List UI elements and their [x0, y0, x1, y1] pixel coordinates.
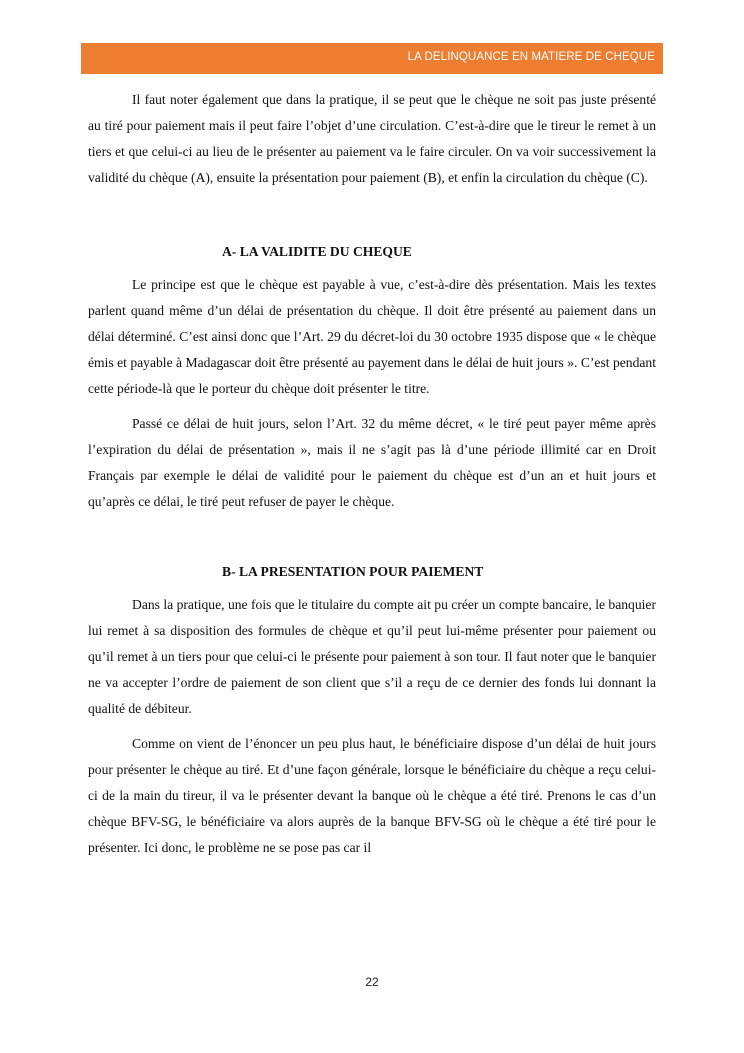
page-number: 22 [365, 975, 379, 989]
section-b-heading: B- LA PRESENTATION POUR PAIEMENT [222, 564, 484, 579]
running-header-title: LA DELINQUANCE EN MATIERE DE CHEQUE [407, 51, 655, 63]
intro-paragraph: Il faut noter également que dans la pratique, il se peut que le chèque ne soit pas juste présenté au tiré pour paiement mais il peut faire l’objet d’une circulation. C’est-à-dire que le tireur le remet à un tiers et que celui-ci au lieu de le présenter au paiement va le faire circuler. On va voir successivement la validité du chèque (A), ensuite la présentation pour paiement (B), et enfin la circulation du chèque (C). [88, 92, 656, 185]
section-a-paragraph: Passé ce délai de huit jours, selon l’Art. 32 du même décret, « le tiré peut payer même après l’expiration du délai de présentation », mais il ne s’agit pas là d’une période illimité car en Droit Français par exemple le délai de validité pour le paiement du chèque est d’un an et huit jours et qu’après ce délai, le tiré peut refuser de payer le chèque. [88, 416, 656, 509]
section-a-paragraph: Le principe est que le chèque est payable à vue, c’est-à-dire dès présentation. Mais les textes parlent quand même d’un délai de présentation du chèque. Il doit être présenté au paiement dans un délai déterminé. C’est ainsi donc que l’Art. 29 du décret-loi du 30 octobre 1935 dispose que « le chèque émis et payable à Madagascar doit être présenté au payement dans le délai de huit jours ». C’est pendant cette période-là que le porteur du chèque doit présenter le titre. [88, 277, 656, 396]
section-b-paragraph: Comme on vient de l’énoncer un peu plus haut, le bénéficiaire dispose d’un délai de huit jours pour présenter le chèque au tiré. Et d’une façon générale, lorsque le bénéficiaire du chèque a reçu celui-ci de la main du tireur, il va le présenter devant la banque où le chèque a été tiré. Prenons le cas d’un chèque BFV-SG, le bénéficiaire va alors auprès de la banque BFV-SG où le chèque a été tiré pour le présenter. Ici donc, le problème ne se pose pas car il [88, 736, 656, 855]
running-header [81, 43, 663, 74]
page-body [88, 87, 656, 861]
section-b-paragraph: Dans la pratique, une fois que le titulaire du compte ait pu créer un compte bancaire, le banquier lui remet à sa disposition des formules de chèque et qu’il peut lui-même présenter pour paiement ou qu’il remet à un tiers pour que celui-ci le présente pour paiement à son tour. Il faut noter que le banquier ne va accepter l’ordre de paiement de son client que s’il a reçu de ce dernier des fonds lui donnant la qualité de débiteur. [88, 597, 656, 716]
section-a-heading: A- LA VALIDITE DU CHEQUE [222, 244, 412, 259]
